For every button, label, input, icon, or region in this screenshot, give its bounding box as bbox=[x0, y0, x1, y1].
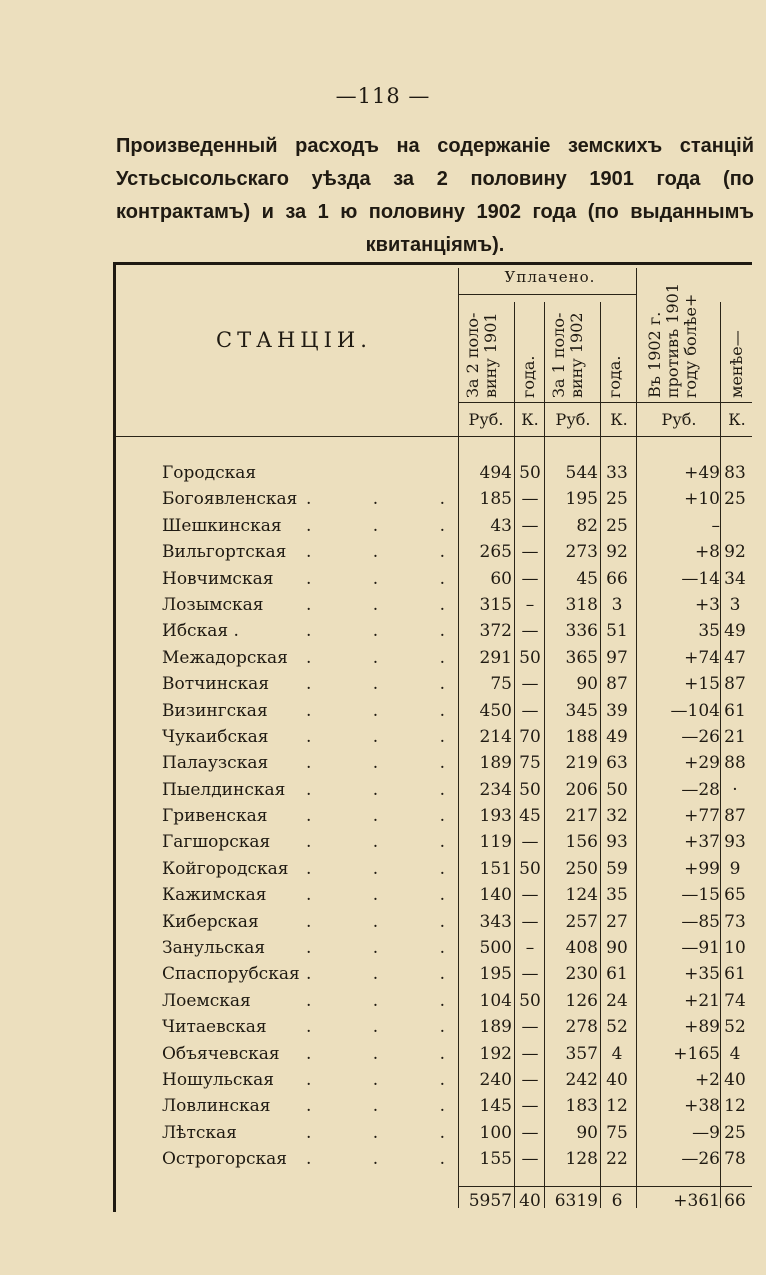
kop-1902: 3 bbox=[611, 594, 623, 615]
rub-1902: 183 bbox=[565, 1096, 598, 1117]
rub-1902: 206 bbox=[565, 779, 598, 800]
page-number: —118 — bbox=[335, 84, 431, 108]
kop-1901: – bbox=[525, 594, 535, 615]
leader-dots: . . . bbox=[306, 1017, 474, 1038]
rub-difference: —9 bbox=[692, 1122, 720, 1143]
unit-rub-3: Руб. bbox=[661, 410, 697, 429]
leader-dots: . . . bbox=[306, 753, 474, 774]
kop-1902: 25 bbox=[606, 515, 628, 536]
kop-1901: 50 bbox=[519, 990, 541, 1011]
kop-1901: — bbox=[521, 542, 539, 563]
leader-dots: . . . bbox=[306, 568, 474, 589]
leader-dots: . . . bbox=[306, 806, 474, 827]
column-header-1902: За 1 поло- вину 1902 bbox=[549, 312, 586, 398]
rub-1901: 450 bbox=[479, 700, 512, 721]
rub-1901: 192 bbox=[479, 1043, 512, 1064]
kop-1901: 50 bbox=[519, 858, 541, 879]
kop-difference: 49 bbox=[724, 621, 746, 642]
kop-1902: 59 bbox=[606, 858, 628, 879]
kop-1902: 87 bbox=[606, 674, 628, 695]
rub-difference: +2 bbox=[694, 1069, 720, 1090]
kop-1901: — bbox=[521, 964, 539, 985]
rub-difference: —28 bbox=[681, 779, 720, 800]
unit-kop-3: К. bbox=[728, 410, 746, 429]
kop-difference: 61 bbox=[724, 964, 746, 985]
kop-difference: 52 bbox=[724, 1017, 746, 1038]
kop-difference: 10 bbox=[724, 938, 746, 959]
table-row bbox=[116, 1093, 752, 1119]
station-name: Богоявленская bbox=[162, 489, 298, 510]
station-name: Гривенская bbox=[162, 806, 268, 827]
rub-difference: —85 bbox=[681, 911, 720, 932]
leader-dots: . . . bbox=[306, 489, 474, 510]
kop-1902: 97 bbox=[606, 647, 628, 668]
page-title: Произведенный расходъ на содержаніе земскихъ станцій Устьсысольскаго уѣзда за 2 половину 1901 года (по контрактамъ) и за 1 ю половину 1902 года (по выданнымъ квитанціямъ). bbox=[116, 135, 754, 256]
unit-row-top-rule bbox=[458, 402, 752, 403]
kop-1902: 25 bbox=[606, 489, 628, 510]
rub-difference: +10 bbox=[684, 489, 720, 510]
kop-difference: 4 bbox=[729, 1043, 741, 1064]
leader-dots: . . . bbox=[306, 1069, 474, 1090]
leader-dots: . . . bbox=[306, 938, 474, 959]
table-row bbox=[116, 829, 752, 855]
kop-1902: 66 bbox=[606, 568, 628, 589]
leader-dots: . . . bbox=[306, 964, 474, 985]
rub-1901: 315 bbox=[479, 594, 512, 615]
station-name: Гагшорская bbox=[162, 832, 271, 853]
kop-1901: — bbox=[521, 568, 539, 589]
kop-difference: 12 bbox=[724, 1096, 746, 1117]
rub-1902: 90 bbox=[576, 674, 598, 695]
station-name: Городская bbox=[162, 463, 257, 483]
kop-1901: 50 bbox=[519, 463, 541, 483]
rub-1902: 230 bbox=[565, 964, 598, 985]
table-row bbox=[116, 935, 752, 961]
station-name: Объячевская bbox=[162, 1043, 280, 1064]
rub-1901: 189 bbox=[479, 753, 512, 774]
leader-dots: . . . bbox=[306, 1149, 474, 1170]
station-name: Острогорская bbox=[162, 1149, 288, 1170]
kop-difference: 74 bbox=[724, 990, 746, 1011]
rub-difference: —14 bbox=[681, 568, 720, 589]
rub-1902: 126 bbox=[565, 990, 598, 1011]
rub-1901: 43 bbox=[490, 515, 512, 536]
total-kop-1901: 40 bbox=[519, 1191, 541, 1211]
rub-difference: —104 bbox=[670, 700, 720, 721]
rub-difference: +35 bbox=[684, 964, 720, 985]
rub-1902: 544 bbox=[565, 463, 598, 483]
rub-1901: 189 bbox=[479, 1017, 512, 1038]
expense-table bbox=[116, 262, 752, 1212]
kop-difference: 34 bbox=[724, 568, 746, 589]
rub-1901: 145 bbox=[479, 1096, 512, 1117]
kop-1901: — bbox=[521, 1069, 539, 1090]
rub-difference: —91 bbox=[681, 938, 720, 959]
rub-1902: 219 bbox=[565, 753, 598, 774]
kop-difference: 47 bbox=[724, 647, 746, 668]
rub-difference: +89 bbox=[684, 1017, 720, 1038]
table-row bbox=[116, 1041, 752, 1067]
table-row bbox=[116, 1120, 752, 1146]
leader-dots: . . . bbox=[306, 726, 474, 747]
table-row bbox=[116, 1014, 752, 1040]
kop-difference: 65 bbox=[724, 885, 746, 906]
rub-difference: +3 bbox=[694, 594, 720, 615]
rub-1901: 234 bbox=[479, 779, 512, 800]
rub-difference: +21 bbox=[684, 990, 720, 1011]
station-name: Вильгортская bbox=[162, 542, 287, 563]
rub-1901: 372 bbox=[479, 621, 512, 642]
table-row bbox=[116, 539, 752, 565]
kop-difference: 61 bbox=[724, 700, 746, 721]
rub-difference: +38 bbox=[684, 1096, 720, 1117]
leader-dots: . . . bbox=[306, 779, 474, 800]
rub-1901: 343 bbox=[479, 911, 512, 932]
table-row bbox=[116, 988, 752, 1014]
rub-1902: 365 bbox=[565, 647, 598, 668]
table-row bbox=[116, 882, 752, 908]
rub-1901: 265 bbox=[479, 542, 512, 563]
kop-1902: 92 bbox=[606, 542, 628, 563]
kop-1902: 27 bbox=[606, 911, 628, 932]
station-name: Читаевская bbox=[162, 1017, 267, 1038]
kop-1902: 75 bbox=[606, 1122, 628, 1143]
rub-1901: 214 bbox=[479, 726, 512, 747]
table-body bbox=[116, 460, 752, 1173]
kop-1901: — bbox=[521, 885, 539, 906]
rub-difference: – bbox=[711, 515, 720, 536]
leader-dots: . . . bbox=[306, 674, 474, 695]
column-header-1901-year: года. bbox=[519, 355, 538, 398]
kop-1902: 61 bbox=[606, 964, 628, 985]
rub-difference: +74 bbox=[684, 647, 720, 668]
kop-1902: 12 bbox=[606, 1096, 628, 1117]
leader-dots: . . . bbox=[306, 858, 474, 879]
total-rub-difference: +361 bbox=[673, 1191, 720, 1211]
rub-difference: —15 bbox=[681, 885, 720, 906]
kop-difference: 3 bbox=[729, 594, 741, 615]
leader-dots: . . . bbox=[306, 1122, 474, 1143]
total-rub-1901: 5957 bbox=[468, 1191, 512, 1211]
station-name: Межадорская bbox=[162, 647, 288, 668]
total-kop-difference: 66 bbox=[724, 1191, 746, 1211]
leader-dots: . . . bbox=[306, 1043, 474, 1064]
kop-1901: — bbox=[521, 832, 539, 853]
kop-1901: — bbox=[521, 700, 539, 721]
kop-difference: 87 bbox=[724, 674, 746, 695]
rub-difference: —26 bbox=[681, 1149, 720, 1170]
station-name: Спаспорубская bbox=[162, 964, 300, 985]
column-header-1902-year: года. bbox=[605, 355, 624, 398]
table-row bbox=[116, 698, 752, 724]
rub-1902: 82 bbox=[576, 515, 598, 536]
kop-1901: — bbox=[521, 1017, 539, 1038]
kop-1901: 70 bbox=[519, 726, 541, 747]
station-name: Кажимская bbox=[162, 885, 267, 906]
rub-difference: +165 bbox=[673, 1043, 720, 1064]
kop-1901: 45 bbox=[519, 806, 541, 827]
rub-1902: 357 bbox=[565, 1043, 598, 1064]
rub-difference: +49 bbox=[684, 463, 720, 483]
rub-difference: +99 bbox=[684, 858, 720, 879]
kop-1901: — bbox=[521, 1096, 539, 1117]
rub-1901: 151 bbox=[479, 858, 512, 879]
table-row bbox=[116, 566, 752, 592]
table-row bbox=[116, 1067, 752, 1093]
rub-1901: 75 bbox=[490, 674, 512, 695]
kop-1902: 90 bbox=[606, 938, 628, 959]
leader-dots: . . . bbox=[306, 1096, 474, 1117]
kop-difference: 73 bbox=[724, 911, 746, 932]
table-row bbox=[116, 750, 752, 776]
rub-1902: 217 bbox=[565, 806, 598, 827]
rub-1901: 240 bbox=[479, 1069, 512, 1090]
rub-1901: 185 bbox=[479, 489, 512, 510]
leader-dots: . . . bbox=[306, 515, 474, 536]
totals-row bbox=[116, 1188, 752, 1214]
kop-1902: 22 bbox=[606, 1149, 628, 1170]
rub-1901: 494 bbox=[479, 463, 512, 483]
station-name: Лозымская bbox=[162, 594, 264, 615]
rub-1901: 60 bbox=[490, 568, 512, 589]
table-row bbox=[116, 856, 752, 882]
station-name: Вотчинская bbox=[162, 674, 270, 695]
rub-1902: 156 bbox=[565, 832, 598, 853]
leader-dots: . . . bbox=[306, 885, 474, 906]
leader-dots: . . . bbox=[306, 700, 474, 721]
station-name: Визингская bbox=[162, 700, 268, 721]
kop-difference: 78 bbox=[724, 1149, 746, 1170]
kop-1901: — bbox=[521, 489, 539, 510]
rub-difference: +29 bbox=[684, 753, 720, 774]
table-row bbox=[116, 460, 752, 486]
rub-1902: 278 bbox=[565, 1017, 598, 1038]
kop-difference: 25 bbox=[724, 489, 746, 510]
station-name: Лѣтская bbox=[162, 1122, 237, 1143]
rub-1901: 119 bbox=[479, 832, 512, 853]
kop-difference: 87 bbox=[724, 806, 746, 827]
total-rub-1902: 6319 bbox=[554, 1191, 598, 1211]
table-row bbox=[116, 513, 752, 539]
kop-1902: 51 bbox=[606, 621, 628, 642]
rub-1902: 188 bbox=[565, 726, 598, 747]
paid-header-rule bbox=[458, 294, 636, 295]
station-name: Ибская . bbox=[162, 621, 239, 642]
table-row bbox=[116, 777, 752, 803]
station-name: Пыелдинская bbox=[162, 779, 286, 800]
totals-rule bbox=[458, 1186, 752, 1187]
table-row bbox=[116, 909, 752, 935]
rub-1902: 90 bbox=[576, 1122, 598, 1143]
table-row bbox=[116, 803, 752, 829]
header-bottom-rule bbox=[116, 436, 752, 437]
table-row bbox=[116, 671, 752, 697]
rub-1902: 336 bbox=[565, 621, 598, 642]
kop-1901: — bbox=[521, 1122, 539, 1143]
unit-rub-2: Руб. bbox=[555, 410, 591, 429]
rub-difference: +37 bbox=[684, 832, 720, 853]
rub-difference: 35 bbox=[698, 621, 720, 642]
leader-dots: . . . bbox=[306, 990, 474, 1011]
rub-1901: 140 bbox=[479, 885, 512, 906]
rub-1902: 273 bbox=[565, 542, 598, 563]
rub-1902: 195 bbox=[565, 489, 598, 510]
kop-difference: 25 bbox=[724, 1122, 746, 1143]
rub-1901: 104 bbox=[479, 990, 512, 1011]
kop-difference: 40 bbox=[724, 1069, 746, 1090]
station-name: Лоемская bbox=[162, 990, 251, 1011]
rub-1902: 45 bbox=[576, 568, 598, 589]
kop-1902: 32 bbox=[606, 806, 628, 827]
rub-1901: 500 bbox=[479, 938, 512, 959]
rub-difference: +15 bbox=[684, 674, 720, 695]
station-name: Занульская bbox=[162, 938, 266, 959]
kop-1901: — bbox=[521, 1043, 539, 1064]
station-name: Новчимская bbox=[162, 568, 274, 589]
kop-1902: 52 bbox=[606, 1017, 628, 1038]
stations-column-header: СТАНЦІИ. bbox=[216, 328, 372, 352]
kop-1902: 50 bbox=[606, 779, 628, 800]
kop-1901: 50 bbox=[519, 647, 541, 668]
rub-1902: 257 bbox=[565, 911, 598, 932]
station-name: Палаузская bbox=[162, 753, 269, 774]
leader-dots: . . . bbox=[306, 542, 474, 563]
rub-1901: 291 bbox=[479, 647, 512, 668]
unit-rub-1: Руб. bbox=[468, 410, 504, 429]
station-name: Койгородская bbox=[162, 858, 289, 879]
leader-dots: . . . bbox=[306, 621, 474, 642]
kop-1902: 39 bbox=[606, 700, 628, 721]
kop-1902: 33 bbox=[606, 463, 628, 483]
kop-1902: 49 bbox=[606, 726, 628, 747]
kop-1901: — bbox=[521, 515, 539, 536]
kop-1901: — bbox=[521, 674, 539, 695]
rub-1901: 193 bbox=[479, 806, 512, 827]
unit-kop-1: К. bbox=[521, 410, 539, 429]
unit-kop-2: К. bbox=[610, 410, 628, 429]
kop-difference: 92 bbox=[724, 542, 746, 563]
rub-difference: —26 bbox=[681, 726, 720, 747]
table-row bbox=[116, 1146, 752, 1172]
rub-1902: 318 bbox=[565, 594, 598, 615]
station-name: Шешкинская bbox=[162, 515, 282, 536]
kop-difference: 83 bbox=[724, 463, 746, 483]
kop-1901: 50 bbox=[519, 779, 541, 800]
rub-1902: 345 bbox=[565, 700, 598, 721]
kop-difference: 88 bbox=[724, 753, 746, 774]
total-kop-1902: 6 bbox=[611, 1191, 623, 1211]
column-header-difference: Въ 1902 г. противъ 1901 году болѣе+ bbox=[645, 282, 700, 398]
kop-1902: 63 bbox=[606, 753, 628, 774]
rub-1901: 155 bbox=[479, 1149, 512, 1170]
kop-1901: 75 bbox=[519, 753, 541, 774]
station-name: Ловлинская bbox=[162, 1096, 271, 1117]
rub-1902: 408 bbox=[565, 938, 598, 959]
rub-1901: 100 bbox=[479, 1122, 512, 1143]
kop-1901: — bbox=[521, 621, 539, 642]
kop-1902: 93 bbox=[606, 832, 628, 853]
kop-1901: — bbox=[521, 911, 539, 932]
kop-1901: — bbox=[521, 1149, 539, 1170]
table-row bbox=[116, 961, 752, 987]
table-row bbox=[116, 618, 752, 644]
table-row bbox=[116, 645, 752, 671]
rub-1902: 128 bbox=[565, 1149, 598, 1170]
leader-dots: . . . bbox=[306, 647, 474, 668]
kop-1902: 40 bbox=[606, 1069, 628, 1090]
rub-1902: 242 bbox=[565, 1069, 598, 1090]
kop-difference: 9 bbox=[729, 858, 741, 879]
station-name: Чукаибская bbox=[162, 726, 269, 747]
column-header-1901: За 2 поло- вину 1901 bbox=[463, 312, 500, 398]
table-row bbox=[116, 486, 752, 512]
column-header-less: менѣе— bbox=[727, 330, 746, 398]
paid-column-header: Уплачено. bbox=[504, 268, 596, 286]
kop-difference: · bbox=[732, 779, 738, 800]
table-top-rule bbox=[116, 262, 752, 265]
kop-1902: 4 bbox=[611, 1043, 623, 1064]
kop-1901: – bbox=[525, 938, 535, 959]
kop-1902: 24 bbox=[606, 990, 628, 1011]
rub-1901: 195 bbox=[479, 964, 512, 985]
station-name: Киберская bbox=[162, 911, 259, 932]
rub-difference: +77 bbox=[684, 806, 720, 827]
table-row bbox=[116, 592, 752, 618]
leader-dots: . . . bbox=[306, 594, 474, 615]
kop-difference: 21 bbox=[724, 726, 746, 747]
rub-difference: +8 bbox=[694, 542, 720, 563]
rub-1902: 250 bbox=[565, 858, 598, 879]
leader-dots: . . . bbox=[306, 911, 474, 932]
station-name: Ношульская bbox=[162, 1069, 274, 1090]
kop-1902: 35 bbox=[606, 885, 628, 906]
leader-dots: . . . bbox=[306, 832, 474, 853]
kop-difference: 93 bbox=[724, 832, 746, 853]
rub-1902: 124 bbox=[565, 885, 598, 906]
table-row bbox=[116, 724, 752, 750]
